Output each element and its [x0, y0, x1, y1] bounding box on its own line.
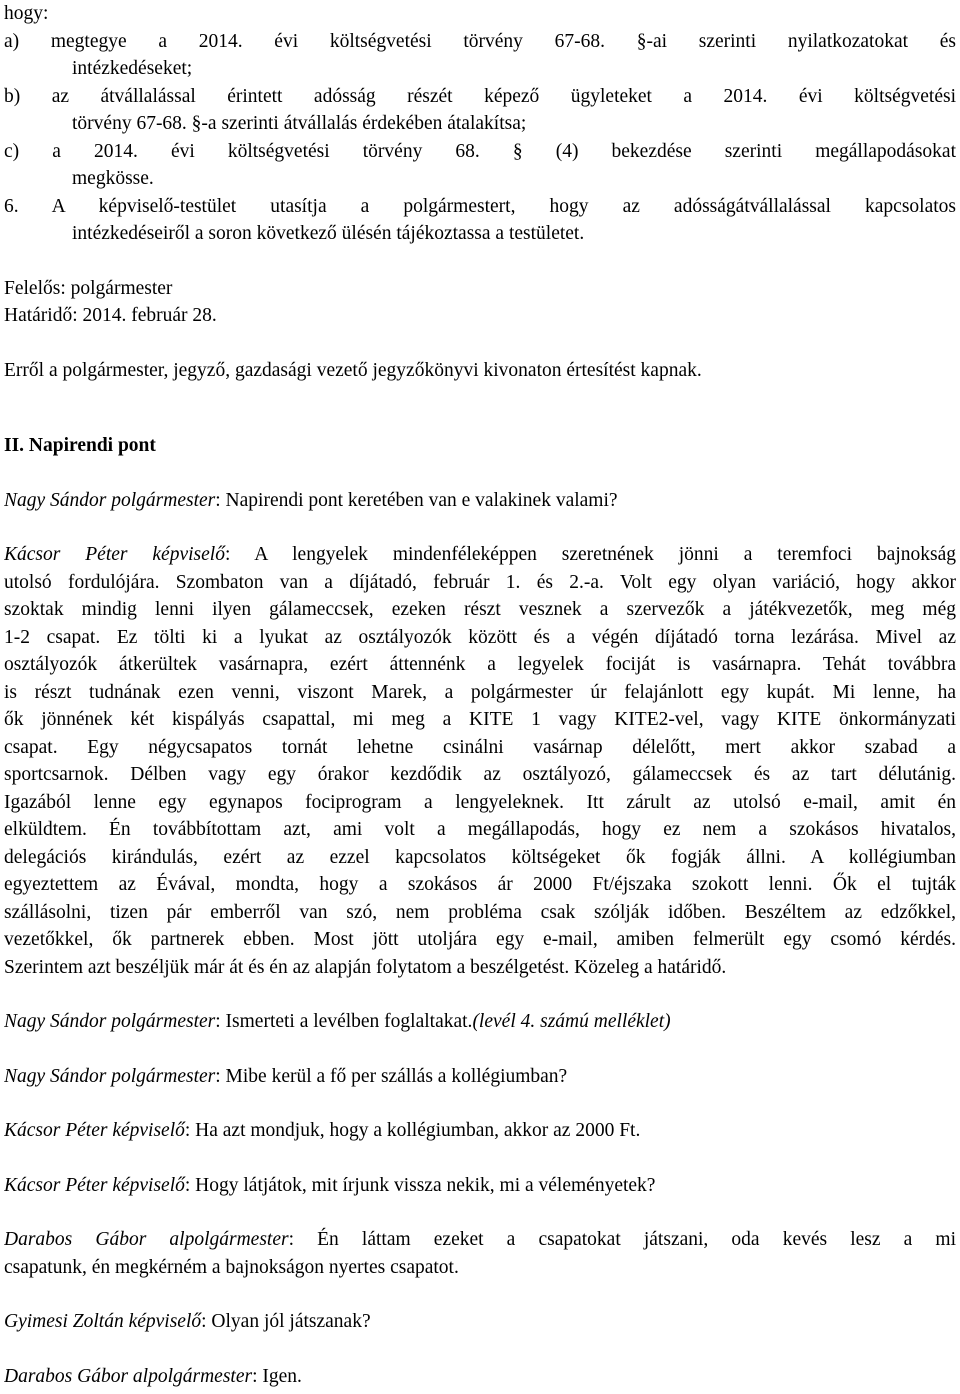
intro-item-6-cont: intézkedéseiről a soron következő ülésén tájékoztassa a testületet. [72, 223, 585, 244]
speech-text: : Igen. [252, 1365, 302, 1387]
speech-text: : Én láttam ezeket a csapatokat játszani, oda kevés lesz a mi [288, 1229, 956, 1250]
intro-item-c: c) a 2014. évi költségvetési törvény 68. § (4) bekezdése szerinti megállapodásokat [4, 140, 956, 162]
paragraph-5 [4, 1117, 956, 1145]
speaker-name: Darabos Gábor alpolgármester [4, 1365, 253, 1387]
speaker-name: Nagy Sándor polgármester [4, 1065, 216, 1087]
speech-line: sportcsarnok. Délben vagy egy órakor kezdődik az osztályozó, gálameccsek és az tart délutánig. [4, 764, 956, 785]
speech-text: : A lengyelek mindenféleképpen szeretnének jönni a teremfoci bajnokság [224, 544, 956, 565]
speech-text: : Hogy látjátok, mit írjunk vissza nekik, mi a véleményetek? [184, 1174, 656, 1196]
speech-line: Igazából lenne egy egynapos fociprogram a lengyeleknek. Itt zárult az utolsó e-mail, amit én [4, 791, 956, 813]
paragraph-7 [4, 1226, 956, 1281]
paragraph-1 [4, 487, 956, 515]
paragraph-9 [4, 1363, 956, 1391]
speaker-name: Nagy Sándor polgármester [4, 1011, 216, 1032]
speech-line: egyeztettem az Évával, mondta, hogy a szokásos ár 2000 Ft/éjszaka szokott lenni. Ők el tujták [4, 874, 956, 895]
speaker-name: Nagy Sándor polgármester [4, 489, 216, 511]
annex-reference: (levél 4. számú melléklet) [472, 1011, 671, 1032]
speech-text: : Ha azt mondjuk, hogy a kollégiumban, akkor az 2000 Ft. [184, 1120, 641, 1141]
intro-item-6: 6. A képviselő-testület utasítja a polgármestert, hogy az adósságátvállalással kapcsolatos [4, 195, 956, 217]
speech-line: szoktak mindig lenni ilyen gálameccsek, ezeken részt vesznek a szervezők a játékvezetők, meg még [4, 599, 956, 620]
notice-line: Erről a polgármester, jegyző, gazdasági vezető jegyzőkönyvi kivonaton értesítést kapnak. [4, 359, 702, 381]
speech-line: csapatunk, én megkérném a bajnokságon nyertes csapatot. [4, 1256, 459, 1278]
speech-text: : Olyan jól játszanak? [201, 1311, 371, 1332]
speaker-name: Kácsor Péter képviselő [4, 544, 225, 565]
intro-item-b-cont: törvény 67-68. §-a szerinti átvállalás érdekében átalakítsa; [72, 113, 527, 134]
speech-line: osztályozók átkerültek vasárnapra, ezért áttennénk a legyelek fociját is vasárnapra. Tehát továbbra [4, 654, 956, 675]
intro-item-a-cont: intézkedéseket; [72, 58, 193, 79]
speaker-name: Kácsor Péter képviselő [4, 1174, 185, 1196]
speech-text: : Ismerteti a levélben foglaltakat. [215, 1011, 473, 1032]
intro-item-a: a) megtegye a 2014. évi költségvetési törvény 67-68. §-ai szerinti nyilatkozatokat és [4, 30, 956, 52]
speech-text: : Napirendi pont keretében van e valakinek valami? [215, 489, 618, 511]
speech-line: ők jönnének két kispályás csapattal, mi meg a KITE 1 vagy KITE2-vel, vagy KITE önkormányzati [4, 709, 956, 730]
deadline-line: Határidő: 2014. február 28. [4, 305, 217, 326]
speaker-name: Kácsor Péter képviselő [4, 1120, 185, 1141]
paragraph-3 [4, 1008, 956, 1036]
speech-line: csapat. Egy négycsapatos tornát lehetne csinálni vasárnap délelőtt, mert akkor szabad a [4, 736, 956, 758]
speech-line: is részt tudnának ezen venni, viszont Marek, a polgármester úr felajánlott egy kupát. Mi lenne, ha [4, 681, 956, 703]
intro-item-c-cont: megkösse. [72, 168, 154, 189]
intro-item-b: b) az átvállalással érintett adósság részét képező ügyleteket a 2014. évi költségvetési [4, 85, 956, 107]
speech-line: 1-2 csapat. Ez tölti ki a lyukat az osztályozók között és a végén díjátadó torna lezárása. Mivel az [4, 626, 956, 648]
speech-line: szállásolni, tizen pár emberről van szó, nem probléma csak szólják időben. Beszéltem az edzőkkel, [4, 901, 956, 923]
paragraph-4 [4, 1063, 956, 1091]
section-title: II. Napirendi pont [4, 435, 156, 456]
speech-line: Szerintem azt beszéljük már át és én az alapján folytatom a beszélgetést. Közeleg a határidő. [4, 956, 727, 978]
intro-line: hogy: [4, 3, 49, 24]
speech-line: utolsó fordulójára. Szombaton van a díjátadó, február 1. és 2.-a. Volt egy olyan variáció, hogy akkor [4, 571, 956, 593]
speech-line: vezetőkkel, ők partnerek ebben. Most jött utoljára egy e-mail, amiben felmerült egy csomó kérdés. [4, 929, 956, 950]
speaker-name: Darabos Gábor alpolgármester [4, 1229, 289, 1250]
speech-line: elküldtem. Én továbbítottam azt, ami volt a megállapodás, hogy ez nem a szokásos hivatalos, [4, 819, 956, 840]
speaker-name: Gyimesi Zoltán képviselő [4, 1311, 202, 1332]
speech-line: delegációs kirándulás, ezért az ezzel kapcsolatos költségeket ők fogják állni. A kollégiumban [4, 846, 956, 868]
paragraph-8 [4, 1308, 956, 1336]
paragraph-2 [4, 541, 956, 981]
speech-text: : Mibe kerül a fő per szállás a kollégiumban? [215, 1065, 568, 1087]
paragraph-6 [4, 1172, 956, 1200]
responsible-line: Felelős: polgármester [4, 277, 173, 299]
document-page [4, 0, 956, 1390]
